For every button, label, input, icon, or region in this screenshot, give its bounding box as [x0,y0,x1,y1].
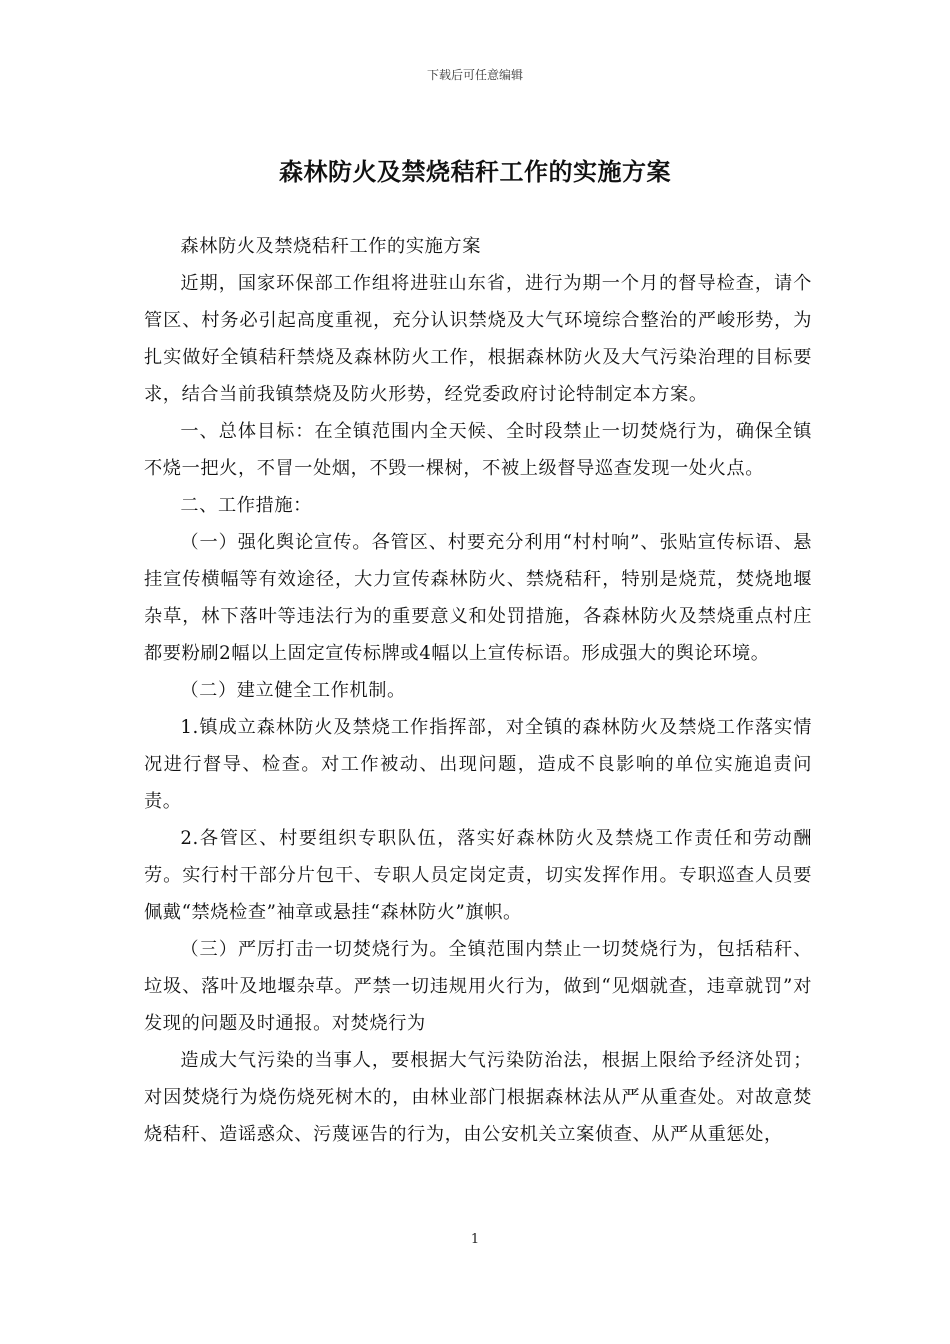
paragraph-mechanism-item-2: 2.各管区、村要组织专职队伍，落实好森林防火及禁烧工作责任和劳动酬劳。实行村干部分片包干、专职人员定岗定责，切实发挥作用。专职巡查人员要佩戴“禁烧检查”袖章或悬挂“森林防火”旗帜。 [144,828,812,923]
page-number: 1 [470,1232,480,1247]
paragraph-mechanism-item-1: 1.镇成立森林防火及禁烧工作指挥部，对全镇的森林防火及禁烧工作落实情况进行督导、检查。对工作被动、出现问题，造成不良影响的单位实施追责问责。 [144,717,812,812]
header-note: 下载后可任意编辑 [426,68,523,82]
paragraph-penalties: 造成大气污染的当事人，要根据大气污染防治法，根据上限给予经济处罚；对因焚烧行为烧伤烧死树木的，由林业部门根据森林法从严从重查处。对故意焚烧秸秆、造谣惑众、污蔑诬告的行为，由公安机关立案侦查、从严从重惩处， [144,1050,812,1145]
paragraph-crackdown: （三）严厉打击一切焚烧行为。全镇范围内禁止一切焚烧行为，包括秸秆、垃圾、落叶及地堰杂草。严禁一切违规用火行为，做到“见烟就查，违章就罚”对发现的问题及时通报。对焚烧行为 [144,939,812,1034]
paragraph-measures-heading: 二、工作措施： [180,495,312,516]
document-body [144,228,812,1153]
paragraph-subtitle: 森林防火及禁烧秸秆工作的实施方案 [180,236,481,257]
paragraph-publicity: （一）强化舆论宣传。各管区、村要充分利用“村村响”、张贴宣传标语、悬挂宣传横幅等有效途径，大力宣传森林防火、禁烧秸秆，特别是烧荒，焚烧地堰杂草，林下落叶等违法行为的重要意义和处罚措施，各森林防火及禁烧重点村庄都要粉刷2幅以上固定宣传标牌或4幅以上宣传标语。形成强大的舆论环境。 [144,532,812,664]
paragraph-mechanism-heading: （二）建立健全工作机制。 [180,680,406,701]
document-title: 森林防火及禁烧秸秆工作的实施方案 [279,157,671,186]
paragraph-overall-goal: 一、总体目标：在全镇范围内全天候、全时段禁止一切焚烧行为，确保全镇不烧一把火，不冒一处烟，不毁一棵树，不被上级督导巡查发现一处火点。 [144,421,812,479]
paragraph-intro: 近期，国家环保部工作组将进驻山东省，进行为期一个月的督导检查，请个管区、村务必引起高度重视，充分认识禁烧及大气环境综合整治的严峻形势，为扎实做好全镇秸秆禁烧及森林防火工作，根据森林防火及大气污染治理的目标要求，结合当前我镇禁烧及防火形势，经党委政府讨论特制定本方案。 [144,273,812,405]
